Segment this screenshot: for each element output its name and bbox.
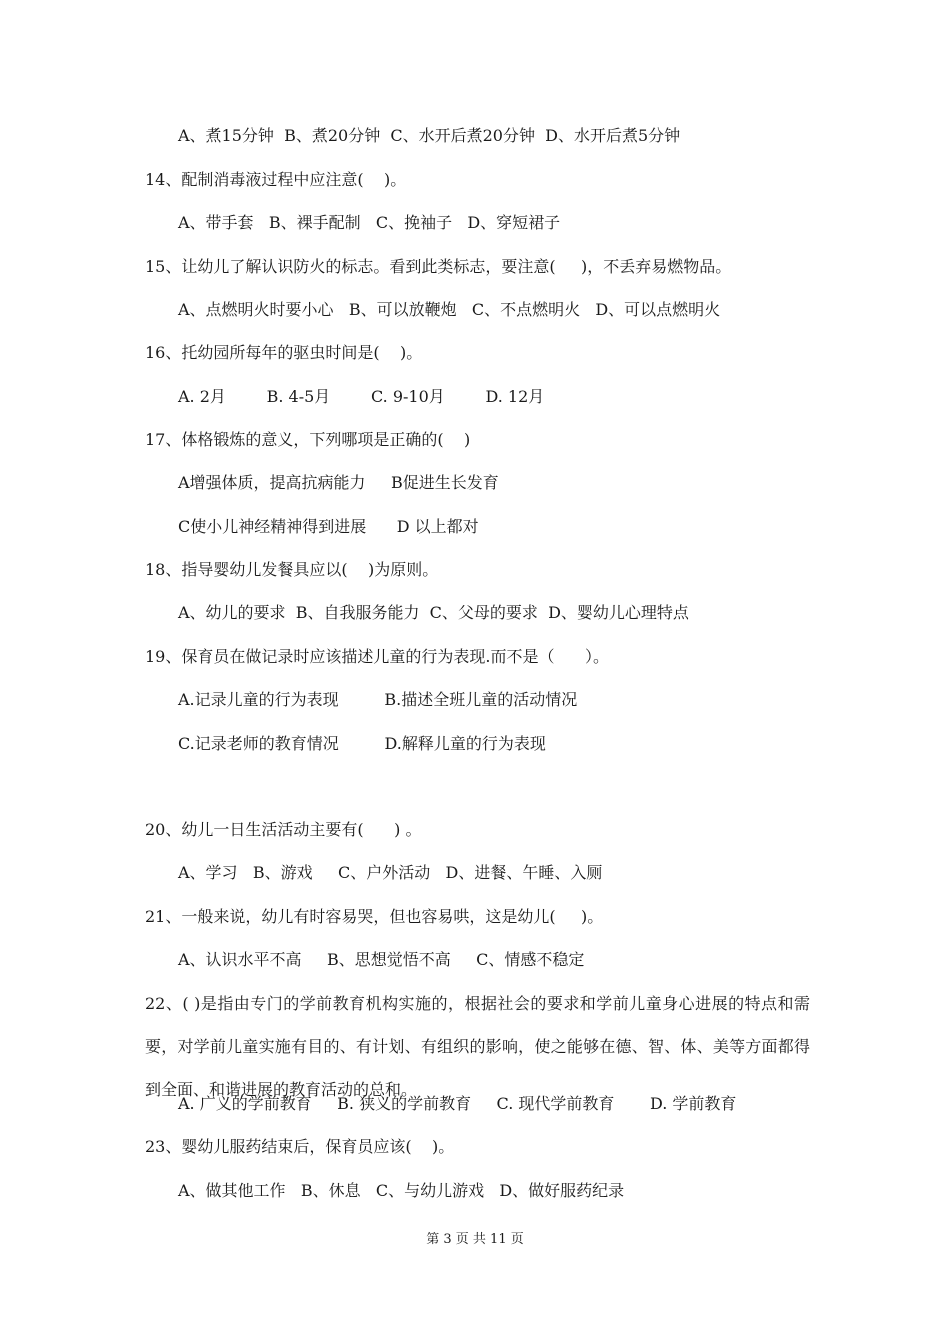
q14-options: A、带手套 B、裸手配制 C、挽袖子 D、穿短裙子: [178, 213, 561, 232]
q15-question: 15、让幼儿了解认识防火的标志。看到此类标志，要注意( )，不丢弃易燃物品。: [145, 257, 732, 276]
q18-options: A、幼儿的要求 B、自我服务能力 C、父母的要求 D、婴幼儿心理特点: [178, 603, 689, 622]
q21-options: A、认识水平不高 B、思想觉悟不高 C、情感不稳定: [178, 950, 585, 969]
q23-options: A、做其他工作 B、休息 C、与幼儿游戏 D、做好服药纪录: [178, 1181, 625, 1200]
q19-options-row2: C.记录老师的教育情况 D.解释儿童的行为表现: [178, 734, 546, 753]
q22-question: 22、( )是指由专门的学前教育机构实施的，根据社会的要求和学前儿童身心进展的特点和需要，对学前儿童实施有目的、有计划、有组织的影响，使之能够在德、智、体、美等方面都得到全面、和谐进展的教育活动的总和。: [145, 994, 810, 1099]
q17-options-row1: A增强体质，提高抗病能力 B促进生长发育: [178, 473, 499, 492]
q16-question: 16、托幼园所每年的驱虫时间是( )。: [145, 343, 423, 362]
q15-options: A、点燃明火时要小心 B、可以放鞭炮 C、不点燃明火 D、可以点燃明火: [178, 300, 721, 319]
q18-question: 18、指导婴幼儿发餐具应以( )为原则。: [145, 560, 439, 579]
q20-question: 20、幼儿一日生活活动主要有( ) 。: [145, 820, 422, 839]
q17-options-row2: C使小儿神经精神得到进展 D 以上都对: [178, 517, 479, 536]
q16-options: A. 2月 B. 4-5月 C. 9-10月 D. 12月: [178, 387, 545, 406]
q13-options: A、煮15分钟 B、煮20分钟 C、水开后煮20分钟 D、水开后煮5分钟: [178, 126, 681, 145]
q19-options-row1: A.记录儿童的行为表现 B.描述全班儿童的活动情况: [178, 690, 578, 709]
q21-question: 21、一般来说，幼儿有时容易哭，但也容易哄，这是幼儿( )。: [145, 907, 604, 926]
q20-options: A、学习 B、游戏 C、户外活动 D、进餐、午睡、入厕: [178, 863, 603, 882]
q14-question: 14、配制消毒液过程中应注意( )。: [145, 170, 407, 189]
q17-question: 17、体格锻炼的意义，下列哪项是正确的( ): [145, 430, 471, 449]
q23-question: 23、婴幼儿服药结束后，保育员应该( )。: [145, 1137, 455, 1156]
q19-question: 19、保育员在做记录时应该描述儿童的行为表现.而不是（ ）。: [145, 647, 609, 666]
q22-options: A. 广义的学前教育 B. 狭义的学前教育 C. 现代学前教育 D. 学前教育: [178, 1094, 737, 1113]
page-footer: 第 3 页 共 11 页: [426, 1232, 524, 1247]
